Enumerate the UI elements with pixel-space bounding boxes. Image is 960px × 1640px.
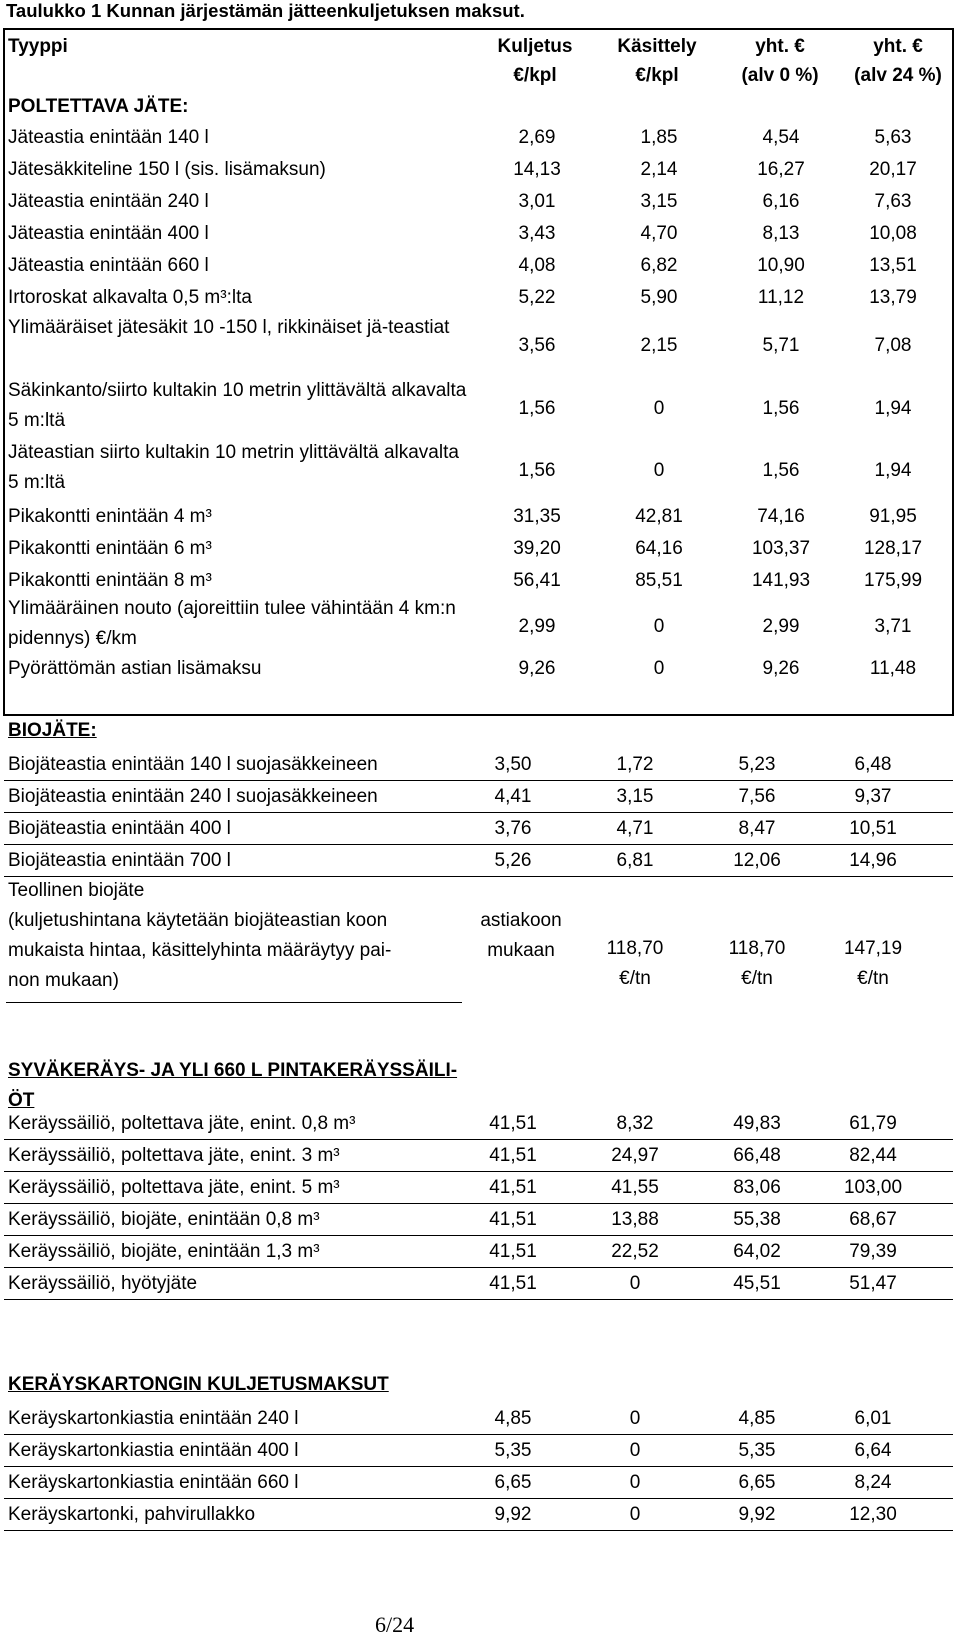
cell-transport: 4,08 bbox=[518, 255, 556, 276]
cell-transport: 4,41 bbox=[494, 786, 532, 807]
cell-total-vat24: 79,39 bbox=[849, 1241, 897, 1262]
table-row bbox=[8, 1402, 953, 1434]
cell-total-vat0: 7,56 bbox=[738, 786, 776, 807]
table-row bbox=[8, 1235, 953, 1267]
cell-total-vat24: 13,51 bbox=[869, 255, 917, 276]
table-row bbox=[8, 1498, 953, 1530]
table-row bbox=[8, 748, 953, 780]
cell-transport: 39,20 bbox=[513, 538, 561, 559]
cell-total-vat24: 12,30 bbox=[849, 1504, 897, 1525]
table-row bbox=[8, 1171, 953, 1203]
cell-total-vat0: 1,56 bbox=[762, 460, 800, 481]
row-label: Jäteastian siirto kultakin 10 metrin ylittävältä alkavalta 5 m:ltä bbox=[8, 442, 459, 493]
cell-total-vat24: 51,47 bbox=[849, 1273, 897, 1294]
row-label: Keräyssäiliö, poltettava jäte, enint. 5 m³ bbox=[8, 1177, 340, 1198]
section-biowaste: BIOJÄTE: bbox=[8, 720, 97, 741]
row-label: Pikakontti enintään 4 m³ bbox=[8, 506, 212, 527]
header-transport bbox=[480, 32, 590, 90]
header-type: Tyyppi bbox=[8, 36, 68, 57]
cell-total-vat24: 103,00 bbox=[843, 1177, 903, 1198]
cell-total-vat24: 6,01 bbox=[854, 1408, 892, 1429]
cell-handling: 0 bbox=[629, 1504, 641, 1525]
cell-handling: 1,72 bbox=[616, 754, 654, 775]
cell-total-vat0: 6,16 bbox=[762, 191, 800, 212]
header-total-vat24-line2: (alv 24 %) bbox=[854, 65, 942, 86]
row-label: Keräyssäiliö, poltettava jäte, enint. 3 m³ bbox=[8, 1145, 340, 1166]
table-row bbox=[8, 1267, 953, 1299]
cell-transport: 9,92 bbox=[494, 1504, 532, 1525]
cell-total-vat0: 66,48 bbox=[733, 1145, 781, 1166]
header-handling-line2: €/kpl bbox=[635, 65, 679, 86]
header-handling bbox=[602, 32, 712, 90]
cell-handling: 8,32 bbox=[616, 1113, 654, 1134]
industrial-biowaste-line1: Teollinen biojäte bbox=[8, 880, 145, 901]
cell-total-vat24: 175,99 bbox=[863, 570, 923, 591]
cell-handling: 2,14 bbox=[640, 159, 678, 180]
cell-transport: 31,35 bbox=[513, 506, 561, 527]
cell-handling: 3,15 bbox=[616, 786, 654, 807]
row-underline bbox=[4, 1530, 953, 1531]
cell-transport: 3,43 bbox=[518, 223, 556, 244]
cell-total-vat0: 5,35 bbox=[738, 1440, 776, 1461]
cell-handling: 85,51 bbox=[635, 570, 683, 591]
table-row bbox=[8, 217, 953, 249]
industrial-biowaste-handling-line2: €/tn bbox=[619, 968, 651, 989]
row-label: Pikakontti enintään 8 m³ bbox=[8, 570, 212, 591]
cell-total-vat24: 82,44 bbox=[849, 1145, 897, 1166]
header-total-vat0-line1: yht. € bbox=[755, 36, 805, 57]
industrial-biowaste-transport bbox=[466, 906, 576, 966]
industrial-biowaste-transport-line1: astiakoon bbox=[480, 910, 562, 931]
cell-total-vat24: 14,96 bbox=[849, 850, 897, 871]
row-label: Keräyssäiliö, biojäte, enintään 1,3 m³ bbox=[8, 1241, 320, 1262]
cell-handling: 13,88 bbox=[611, 1209, 659, 1230]
industrial-biowaste-transport-line2: mukaan bbox=[487, 940, 555, 961]
table-row bbox=[8, 185, 953, 217]
cell-handling: 0 bbox=[653, 398, 665, 419]
table-row bbox=[8, 1203, 953, 1235]
cell-total-vat24: 10,51 bbox=[849, 818, 897, 839]
industrial-biowaste-line3: mukaista hintaa, käsittelyhinta määräytyy pai- bbox=[8, 940, 392, 961]
table-row bbox=[8, 564, 953, 596]
cell-total-vat0: 11,12 bbox=[757, 287, 805, 308]
industrial-biowaste-total-vat0-line2: €/tn bbox=[741, 968, 773, 989]
cell-total-vat0: 103,37 bbox=[751, 538, 811, 559]
cell-transport: 41,51 bbox=[489, 1145, 537, 1166]
table-row bbox=[8, 844, 953, 876]
cell-handling: 0 bbox=[653, 460, 665, 481]
row-label: Säkinkanto/siirto kultakin 10 metrin ylittävältä alkavalta 5 m:ltä bbox=[8, 380, 467, 431]
table-row bbox=[8, 532, 953, 564]
cell-handling: 1,85 bbox=[640, 127, 678, 148]
row-label: Keräyskartonkiastia enintään 660 l bbox=[8, 1472, 299, 1493]
table-row bbox=[8, 438, 953, 500]
cell-transport: 2,69 bbox=[518, 127, 556, 148]
cell-handling: 41,55 bbox=[611, 1177, 659, 1198]
cell-total-vat0: 2,99 bbox=[762, 616, 800, 637]
industrial-biowaste-row bbox=[8, 876, 953, 1001]
header-total-vat0-line2: (alv 0 %) bbox=[741, 65, 819, 86]
cell-handling: 0 bbox=[653, 658, 665, 679]
table-row bbox=[8, 281, 953, 313]
cell-total-vat24: 7,63 bbox=[874, 191, 912, 212]
cell-total-vat0: 55,38 bbox=[733, 1209, 781, 1230]
row-underline bbox=[4, 1299, 953, 1300]
cell-transport: 3,76 bbox=[494, 818, 532, 839]
table-row bbox=[8, 812, 953, 844]
cell-transport: 41,51 bbox=[489, 1113, 537, 1134]
industrial-biowaste-underline bbox=[6, 1002, 462, 1003]
cell-handling: 64,16 bbox=[635, 538, 683, 559]
section-mixed-waste: POLTETTAVA JÄTE: bbox=[8, 96, 189, 117]
cell-total-vat24: 10,08 bbox=[869, 223, 917, 244]
cell-handling: 6,82 bbox=[640, 255, 678, 276]
industrial-biowaste-line4: non mukaan) bbox=[8, 970, 119, 991]
row-label: Keräyssäiliö, biojäte, enintään 0,8 m³ bbox=[8, 1209, 320, 1230]
industrial-biowaste-line2: (kuljetushintana käytetään biojäteastian koon bbox=[8, 910, 388, 931]
table-row bbox=[8, 780, 953, 812]
cell-total-vat0: 9,26 bbox=[762, 658, 800, 679]
cell-total-vat0: 49,83 bbox=[733, 1113, 781, 1134]
industrial-biowaste-total-vat24-line2: €/tn bbox=[857, 968, 889, 989]
header-handling-line1: Käsittely bbox=[617, 36, 697, 57]
cell-total-vat24: 128,17 bbox=[863, 538, 923, 559]
cell-transport: 4,85 bbox=[494, 1408, 532, 1429]
row-label: Irtoroskat alkavalta 0,5 m³:lta bbox=[8, 287, 252, 308]
page-number: 6/24 bbox=[375, 1612, 415, 1637]
table-row bbox=[8, 376, 953, 438]
cell-total-vat24: 8,24 bbox=[854, 1472, 892, 1493]
cell-transport: 56,41 bbox=[513, 570, 561, 591]
cell-handling: 22,52 bbox=[611, 1241, 659, 1262]
cell-total-vat0: 1,56 bbox=[762, 398, 800, 419]
cell-transport: 41,51 bbox=[489, 1241, 537, 1262]
industrial-biowaste-total-vat0-line1: 118,70 bbox=[728, 938, 786, 959]
row-label: Jäteastia enintään 240 l bbox=[8, 191, 209, 212]
cell-handling: 0 bbox=[653, 616, 665, 637]
row-label: Keräyskartonkiastia enintään 400 l bbox=[8, 1440, 299, 1461]
table-row bbox=[8, 153, 953, 185]
cell-total-vat0: 4,54 bbox=[762, 127, 800, 148]
cell-total-vat0: 45,51 bbox=[733, 1273, 781, 1294]
cell-total-vat24: 6,64 bbox=[854, 1440, 892, 1461]
row-label: Pyörättömän astian lisämaksu bbox=[8, 658, 262, 679]
cell-total-vat0: 6,65 bbox=[738, 1472, 776, 1493]
cell-total-vat0: 74,16 bbox=[757, 506, 805, 527]
industrial-biowaste-total-vat24 bbox=[818, 934, 928, 994]
cell-total-vat24: 3,71 bbox=[874, 616, 912, 637]
row-label: Keräyssäiliö, hyötyjäte bbox=[8, 1273, 198, 1294]
row-label: Biojäteastia enintään 140 l suojasäkkeineen bbox=[8, 754, 378, 775]
row-label: Keräyssäiliö, poltettava jäte, enint. 0,8 m³ bbox=[8, 1113, 356, 1134]
cell-total-vat24: 9,37 bbox=[854, 786, 892, 807]
row-label: Keräyskartonkiastia enintään 240 l bbox=[8, 1408, 299, 1429]
cell-total-vat24: 5,63 bbox=[874, 127, 912, 148]
industrial-biowaste-label bbox=[8, 876, 478, 996]
cell-total-vat24: 13,79 bbox=[869, 287, 917, 308]
cell-handling: 4,71 bbox=[616, 818, 654, 839]
cell-total-vat0: 4,85 bbox=[738, 1408, 776, 1429]
table-row bbox=[8, 652, 953, 684]
header-transport-line1: Kuljetus bbox=[497, 36, 573, 57]
cell-handling: 0 bbox=[629, 1440, 641, 1461]
cell-total-vat24: 20,17 bbox=[869, 159, 917, 180]
cell-total-vat0: 8,13 bbox=[762, 223, 800, 244]
cell-handling: 3,15 bbox=[640, 191, 678, 212]
industrial-biowaste-total-vat0 bbox=[702, 934, 812, 994]
cell-total-vat24: 61,79 bbox=[849, 1113, 897, 1134]
cell-total-vat24: 1,94 bbox=[874, 460, 912, 481]
header-total-vat24-line1: yht. € bbox=[873, 36, 923, 57]
cell-transport: 5,26 bbox=[494, 850, 532, 871]
cell-transport: 3,50 bbox=[494, 754, 532, 775]
section-deep-collection: SYVÄKERÄYS- JA YLI 660 L PINTAKERÄYSSÄILI-ÖT bbox=[8, 1060, 458, 1111]
table-row bbox=[8, 1107, 953, 1139]
cell-handling: 6,81 bbox=[616, 850, 654, 871]
cell-total-vat24: 91,95 bbox=[869, 506, 917, 527]
table-row bbox=[8, 1466, 953, 1498]
cell-transport: 1,56 bbox=[518, 460, 556, 481]
cell-total-vat24: 6,48 bbox=[854, 754, 892, 775]
table-row bbox=[8, 249, 953, 281]
header-transport-line2: €/kpl bbox=[513, 65, 557, 86]
section-carton: KERÄYSKARTONGIN KULJETUSMAKSUT bbox=[8, 1374, 389, 1395]
cell-total-vat0: 5,23 bbox=[738, 754, 776, 775]
cell-handling: 0 bbox=[629, 1472, 641, 1493]
cell-transport: 41,51 bbox=[489, 1209, 537, 1230]
row-label: Pikakontti enintään 6 m³ bbox=[8, 538, 212, 559]
cell-total-vat24: 7,08 bbox=[874, 335, 912, 356]
cell-transport: 2,99 bbox=[518, 616, 556, 637]
cell-handling: 42,81 bbox=[635, 506, 683, 527]
cell-transport: 14,13 bbox=[513, 159, 561, 180]
cell-transport: 5,35 bbox=[494, 1440, 532, 1461]
cell-handling: 5,90 bbox=[640, 287, 678, 308]
industrial-biowaste-handling bbox=[580, 934, 690, 994]
cell-handling: 2,15 bbox=[640, 335, 678, 356]
row-label: Keräyskartonki, pahvirullakko bbox=[8, 1504, 256, 1525]
table-row bbox=[8, 500, 953, 532]
table-caption: Taulukko 1 Kunnan järjestämän jätteenkuljetuksen maksut. bbox=[6, 0, 525, 21]
cell-total-vat0: 10,90 bbox=[757, 255, 805, 276]
table-row bbox=[8, 1139, 953, 1171]
row-label: Ylimääräiset jätesäkit 10 -150 l, rikkinäiset jä-teastiat bbox=[8, 317, 450, 338]
cell-total-vat24: 1,94 bbox=[874, 398, 912, 419]
header-total-vat0 bbox=[725, 32, 835, 90]
cell-total-vat0: 12,06 bbox=[733, 850, 781, 871]
cell-total-vat24: 11,48 bbox=[869, 658, 917, 679]
industrial-biowaste-total-vat24-line1: 147,19 bbox=[843, 938, 903, 959]
cell-total-vat0: 8,47 bbox=[738, 818, 776, 839]
cell-total-vat0: 141,93 bbox=[751, 570, 811, 591]
cell-total-vat0: 5,71 bbox=[762, 335, 800, 356]
header-total-vat24 bbox=[838, 32, 958, 90]
cell-total-vat24: 68,67 bbox=[849, 1209, 897, 1230]
row-label: Jäteastia enintään 400 l bbox=[8, 223, 209, 244]
cell-handling: 24,97 bbox=[611, 1145, 659, 1166]
cell-handling: 0 bbox=[629, 1408, 641, 1429]
industrial-biowaste-handling-line1: 118,70 bbox=[606, 938, 664, 959]
row-label: Biojäteastia enintään 240 l suojasäkkeineen bbox=[8, 786, 378, 807]
row-label: Biojäteastia enintään 400 l bbox=[8, 818, 231, 839]
row-label: Jäteastia enintään 140 l bbox=[8, 127, 209, 148]
cell-transport: 9,26 bbox=[518, 658, 556, 679]
row-label: Biojäteastia enintään 700 l bbox=[8, 850, 231, 871]
table-row bbox=[8, 1434, 953, 1466]
cell-total-vat0: 64,02 bbox=[733, 1241, 781, 1262]
cell-transport: 5,22 bbox=[518, 287, 556, 308]
cell-transport: 6,65 bbox=[494, 1472, 532, 1493]
cell-transport: 41,51 bbox=[489, 1177, 537, 1198]
cell-transport: 1,56 bbox=[518, 398, 556, 419]
cell-handling: 4,70 bbox=[640, 223, 678, 244]
cell-transport: 41,51 bbox=[489, 1273, 537, 1294]
cell-handling: 0 bbox=[629, 1273, 641, 1294]
cell-transport: 3,01 bbox=[518, 191, 556, 212]
cell-total-vat0: 83,06 bbox=[733, 1177, 781, 1198]
row-label: Ylimääräinen nouto (ajoreittiin tulee vähintään 4 km:n pidennys) €/km bbox=[8, 598, 456, 649]
table-row bbox=[8, 121, 953, 153]
table-row bbox=[8, 594, 953, 656]
row-label: Jäteastia enintään 660 l bbox=[8, 255, 209, 276]
cell-total-vat0: 16,27 bbox=[757, 159, 805, 180]
table-row bbox=[8, 313, 953, 375]
cell-transport: 3,56 bbox=[518, 335, 556, 356]
row-label: Jätesäkkiteline 150 l (sis. lisämaksun) bbox=[8, 159, 326, 180]
cell-total-vat0: 9,92 bbox=[738, 1504, 776, 1525]
